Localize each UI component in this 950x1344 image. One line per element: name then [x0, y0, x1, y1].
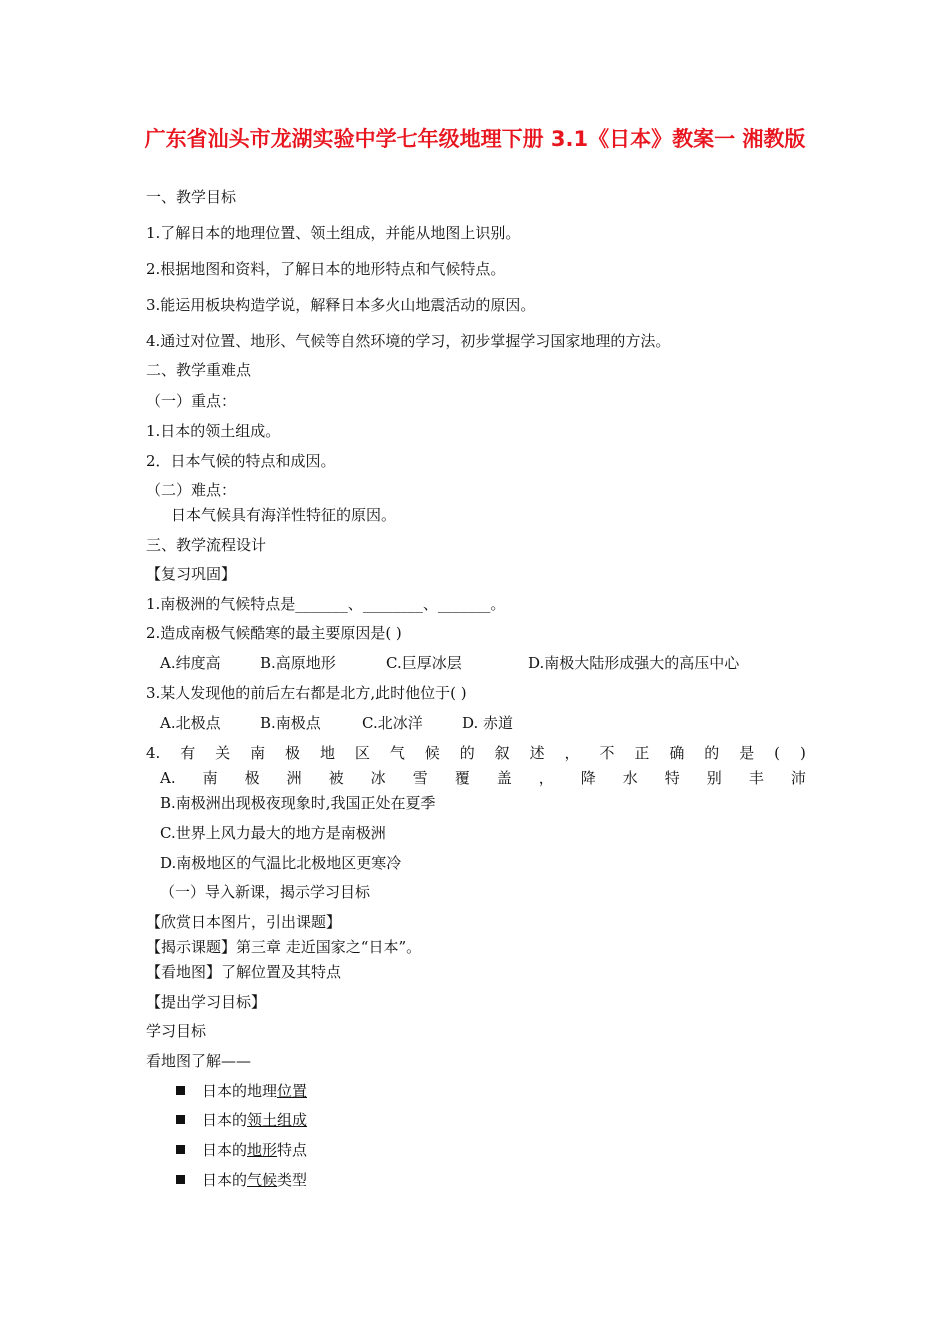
q4-char: 4.	[146, 744, 161, 762]
q4-char: 气	[389, 744, 405, 762]
goal-bullet-4: 日本的气候类型	[176, 1170, 307, 1190]
appreciate-line: 【欣赏日本图片，引出课题】	[146, 913, 342, 931]
goal-bullet-1: 日本的地理位置	[176, 1081, 307, 1101]
q4-char: 正	[634, 744, 650, 762]
objective-item-2: 2.根据地图和资料，了解日本的地形特点和气候特点。	[146, 260, 506, 278]
question-2: 2.造成南极气候酷寒的最主要原因是( )	[146, 624, 402, 642]
q4-char: 叙	[494, 744, 510, 762]
q3-option-d: D. 赤道	[462, 714, 514, 732]
square-bullet-icon	[176, 1145, 185, 1154]
q4-option-a	[160, 768, 806, 788]
q4-char: 区	[354, 744, 370, 762]
q4-char: 的	[459, 744, 475, 762]
question-3: 3.某人发现他的前后左右都是北方,此时他位于( )	[146, 684, 467, 702]
q4a-char: 冰	[370, 769, 386, 787]
map-line: 【看地图】了解位置及其特点	[146, 963, 342, 981]
square-bullet-icon	[176, 1115, 185, 1124]
q4-char: 是	[739, 744, 755, 762]
difficulty-label: （二）难点：	[146, 481, 237, 499]
q4a-char: 特	[664, 769, 680, 787]
goals-label: 学习目标	[146, 1022, 207, 1040]
q4a-char: 覆	[454, 769, 470, 787]
key-item-2: 2．日本气候的特点和成因。	[146, 452, 336, 470]
difficulty-text: 日本气候具有海洋性特征的原因。	[171, 506, 397, 524]
q4a-char: 极	[244, 769, 260, 787]
intro-heading: （一）导入新课，揭示学习目标	[160, 883, 371, 901]
q4-char: )	[799, 744, 806, 762]
document-title: 广东省汕头市龙湖实验中学七年级地理下册 3.1《日本》教案一 湘教版	[144, 127, 806, 151]
q2-option-c: C.巨厚冰层	[386, 654, 462, 672]
q4a-char: 南	[202, 769, 218, 787]
q4-char: 述	[529, 744, 545, 762]
q4a-char: 洲	[286, 769, 302, 787]
q2-option-a: A.纬度高	[160, 654, 221, 672]
q4-char: 关	[215, 744, 231, 762]
q4-char: 不	[599, 744, 615, 762]
q4a-char: 沛	[790, 769, 806, 787]
section-heading-keypoints: 二、教学重难点	[146, 361, 252, 379]
q2-option-d: D.南极大陆形成强大的高压中心	[528, 654, 740, 672]
look-map-line: 看地图了解——	[146, 1052, 252, 1070]
goal-bullet-3: 日本的地形特点	[176, 1140, 307, 1160]
q4a-char: 盖	[496, 769, 512, 787]
q2-option-b: B.高原地形	[260, 654, 336, 672]
objective-item-3: 3.能运用板块构造学说，解释日本多火山地震活动的原因。	[146, 296, 536, 314]
propose-line: 【提出学习目标】	[146, 993, 267, 1011]
q4a-char: 水	[622, 769, 638, 787]
reveal-line: 【揭示课题】第三章 走近国家之“日本”。	[146, 938, 422, 956]
goal-bullet-2: 日本的领土组成	[176, 1110, 307, 1130]
q4-char: 确	[669, 744, 685, 762]
q4a-char: 雪	[412, 769, 428, 787]
q3-option-b: B.南极点	[260, 714, 321, 732]
q4a-char: 降	[580, 769, 596, 787]
q4a-char: ，	[538, 769, 554, 787]
key-item-1: 1.日本的领土组成。	[146, 422, 281, 440]
square-bullet-icon	[176, 1086, 185, 1095]
q4-char: (	[774, 744, 781, 762]
section-heading-objectives: 一、教学目标	[146, 188, 237, 206]
q4-char: 极	[285, 744, 301, 762]
section-heading-flow: 三、教学流程设计	[146, 536, 267, 554]
question-4	[146, 743, 806, 763]
q4-char: 的	[704, 744, 720, 762]
review-label: 【复习巩固】	[146, 565, 237, 583]
q4-char: 候	[424, 744, 440, 762]
question-1: 1.南极洲的气候特点是_______、________、_______。	[146, 595, 506, 613]
q4-option-d: D.南极地区的气温比北极地区更寒冷	[160, 854, 402, 872]
q3-option-a: A.北极点	[160, 714, 221, 732]
key-label: （一）重点：	[146, 392, 237, 410]
square-bullet-icon	[176, 1175, 185, 1184]
q4a-char: A.	[160, 769, 176, 787]
q3-option-c: C.北冰洋	[362, 714, 423, 732]
q4-option-b: B.南极洲出现极夜现象时,我国正处在夏季	[160, 794, 436, 812]
objective-item-1: 1.了解日本的地理位置、领土组成，并能从地图上识别。	[146, 224, 521, 242]
q4-char: 南	[250, 744, 266, 762]
q4-char: 地	[319, 744, 335, 762]
q4-char: ，	[564, 744, 580, 762]
objective-item-4: 4.通过对位置、地形、气候等自然环境的学习，初步掌握学习国家地理的方法。	[146, 332, 671, 350]
q4a-char: 别	[706, 769, 722, 787]
q4a-char: 丰	[748, 769, 764, 787]
q4a-char: 被	[328, 769, 344, 787]
q4-option-c: C.世界上风力最大的地方是南极洲	[160, 824, 386, 842]
q4-char: 有	[180, 744, 196, 762]
